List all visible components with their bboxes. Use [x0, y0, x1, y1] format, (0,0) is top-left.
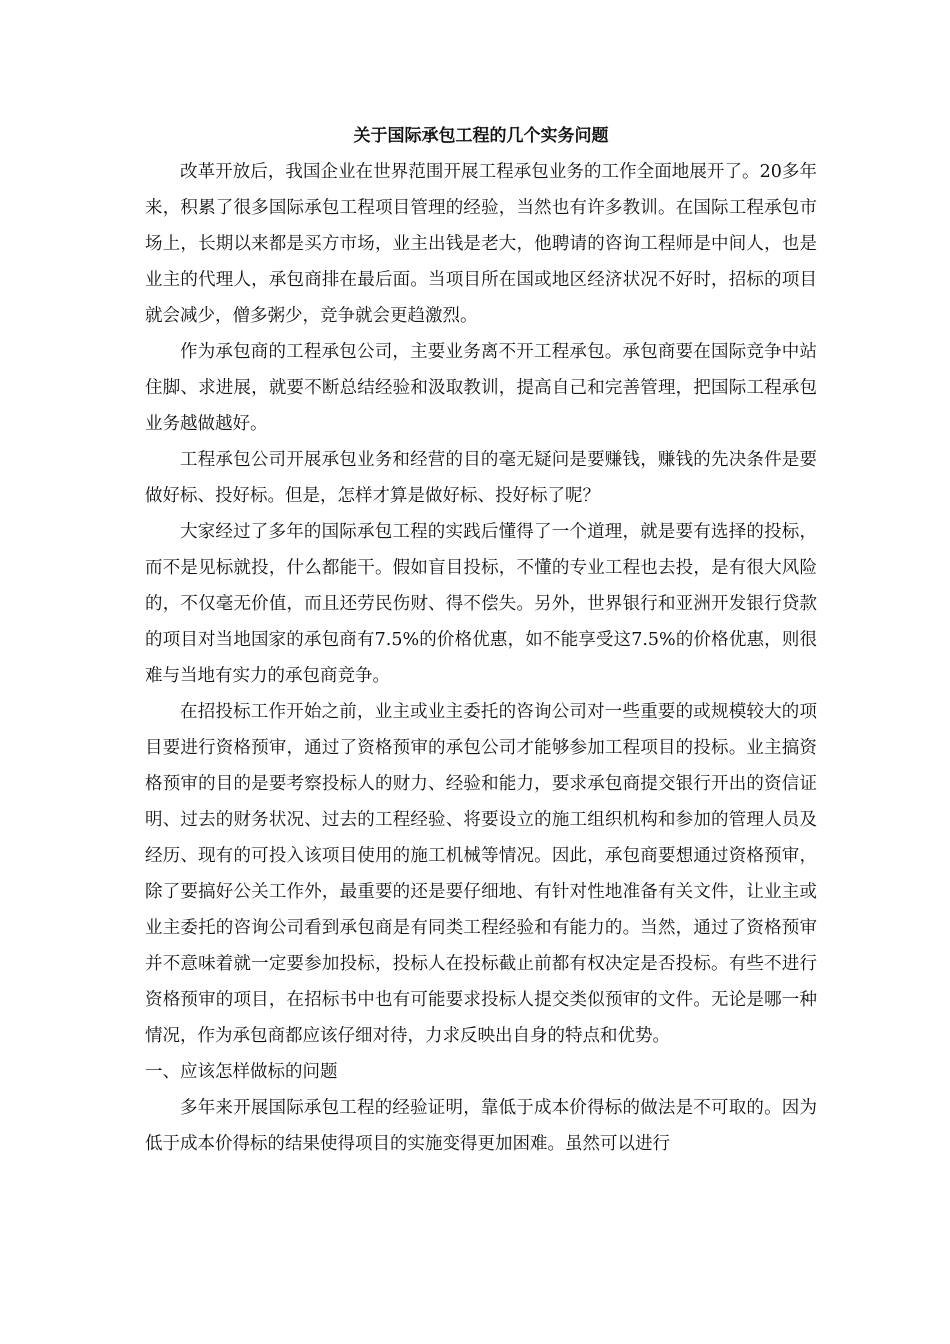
- paragraph-4: 大家经过了多年的国际承包工程的实践后懂得了一个道理，就是要有选择的投标，而不是见标就投，什么都能干。假如盲目投标，不懂的专业工程也去投，是有很大风险的，不仅毫无价值，而且还劳民伤财、得不偿失。另外，世界银行和亚洲开发银行贷款的项目对当地国家的承包商有7.5%的价格优惠，如不能享受这7.5%的价格优惠，则很难与当地有实力的承包商竞争。: [145, 522, 817, 686]
- paragraph-2: 作为承包商的工程承包公司，主要业务离不开工程承包。承包商要在国际竞争中站住脚、求进展，就要不断总结经验和汲取教训，提高自己和完善管理，把国际工程承包业务越做越好。: [145, 342, 817, 434]
- document-page: [145, 118, 817, 1162]
- paragraph-5: 在招投标工作开始之前，业主或业主委托的咨询公司对一些重要的或规模较大的项目要进行资格预审，通过了资格预审的承包公司才能够参加工程项目的投标。业主搞资格预审的目的是要考察投标人的财力、经验和能力，要求承包商提交银行开出的资信证明、过去的财务状况、过去的工程经验、将要设立的施工组织机构和参加的管理人员及经历、现有的可投入该项目使用的施工机械等情况。因此，承包商要想通过资格预审，除了要搞好公关工作外，最重要的还是要仔细地、有针对性地准备有关文件，让业主或业主委托的咨询公司看到承包商是有同类工程经验和有能力的。当然，通过了资格预审并不意味着就一定要参加投标，投标人在投标截止前都有权决定是否投标。有些不进行资格预审的项目，在招标书中也有可能要求投标人提交类似预审的文件。无论是哪一种情况，作为承包商都应该仔细对待，力求反映出自身的特点和优势。: [145, 702, 817, 1046]
- section-paragraph: 多年来开展国际承包工程的经验证明，靠低于成本价得标的做法是不可取的。因为低于成本价得标的结果使得项目的实施变得更加困难。虽然可以进行: [145, 1098, 817, 1154]
- paragraph-3: 工程承包公司开展承包业务和经营的目的毫无疑问是要赚钱，赚钱的先决条件是要做好标、投好标。但是，怎样才算是做好标、投好标了呢？: [145, 450, 817, 506]
- paragraph-1: 改革开放后，我国企业在世界范围开展工程承包业务的工作全面地展开了。20多年来，积累了很多国际承包工程项目管理的经验，当然也有许多教训。在国际工程承包市场上，长期以来都是买方市场，业主出钱是老大，他聘请的咨询工程师是中间人，也是业主的代理人，承包商排在最后面。当项目所在国或地区经济状况不好时，招标的项目就会减少，僧多粥少，竞争就会更趋激烈。: [145, 162, 817, 326]
- document-title: 关于国际承包工程的几个实务问题: [353, 126, 609, 146]
- section-heading: 一、应该怎样做标的问题: [145, 1062, 338, 1082]
